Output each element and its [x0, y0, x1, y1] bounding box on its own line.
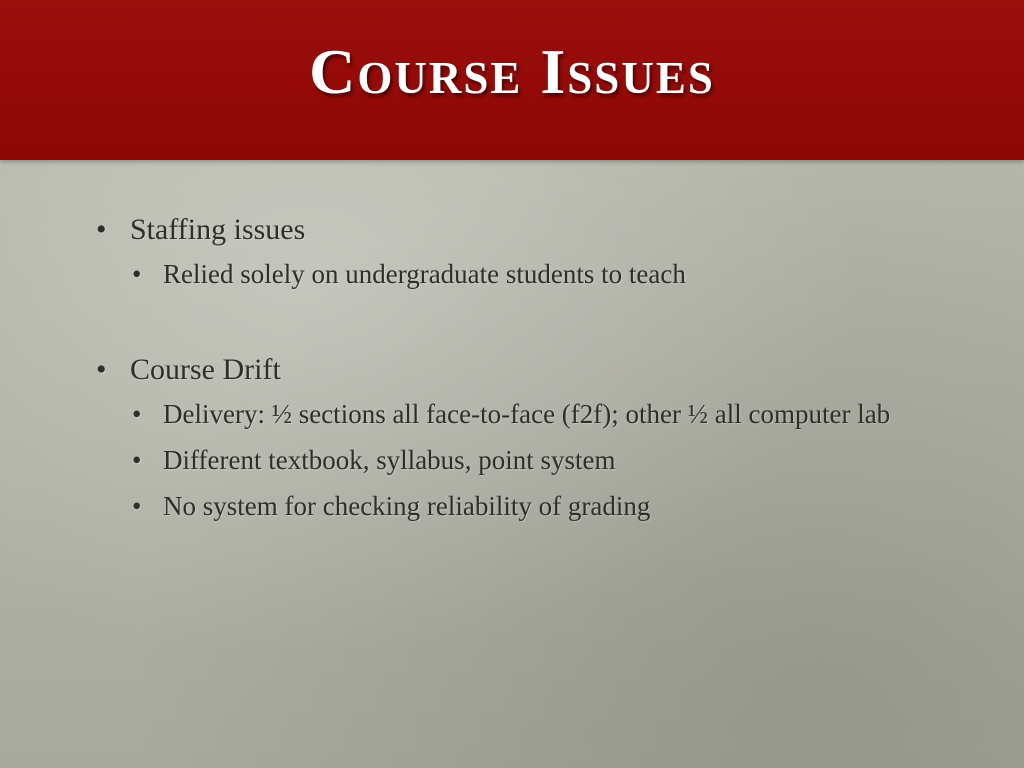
- sub-bullet-delivery: [96, 396, 916, 432]
- spacer: [96, 292, 916, 350]
- bullet-icon: •: [132, 399, 142, 429]
- title-bar: [0, 0, 1024, 160]
- bullet-text: No system for checking reliability of grading: [163, 491, 651, 521]
- bullet-staffing-issues: [96, 210, 916, 250]
- bullet-text: Delivery: ½ sections all face-to-face (f2f); other ½ all computer lab: [163, 399, 891, 429]
- bullet-icon: •: [132, 445, 142, 475]
- sub-bullet-reliability: [96, 488, 916, 524]
- bullet-icon: •: [96, 353, 107, 386]
- sub-bullet-undergraduate: [96, 256, 916, 292]
- bullet-text: Relied solely on undergraduate students to teach: [163, 259, 686, 289]
- slide-title: Course Issues: [309, 36, 715, 107]
- bullet-icon: •: [96, 213, 107, 246]
- bullet-text: Different textbook, syllabus, point system: [163, 445, 616, 475]
- bullet-course-drift: [96, 350, 916, 390]
- bullet-icon: •: [132, 491, 142, 521]
- sub-bullet-textbook: [96, 442, 916, 478]
- bullet-icon: •: [132, 259, 142, 289]
- bullet-list: [96, 210, 916, 524]
- bullet-text: Staffing issues: [130, 213, 306, 246]
- bullet-text: Course Drift: [130, 353, 281, 386]
